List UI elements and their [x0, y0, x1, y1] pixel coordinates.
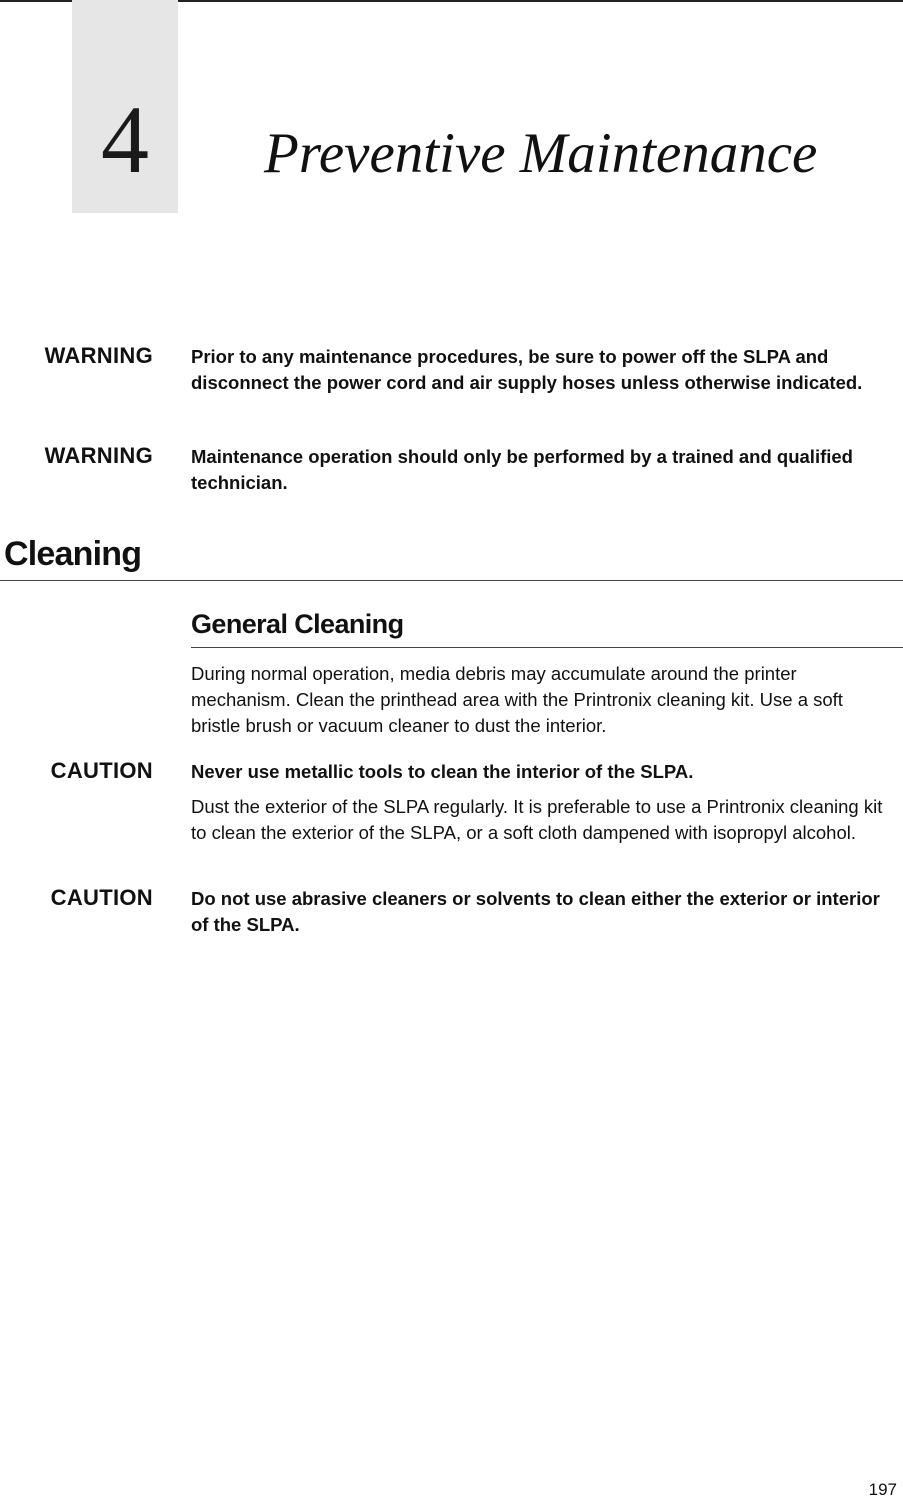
chapter-title: Preventive Maintenance: [264, 122, 818, 185]
page-number: 197: [868, 1480, 897, 1499]
subsection-rule: [191, 647, 903, 648]
caution-text: Never use metallic tools to clean the interior of the SLPA.: [191, 761, 694, 782]
warning-label: WARNING: [44, 443, 153, 468]
subsection-title-general-cleaning: General Cleaning: [191, 609, 404, 639]
section-title-cleaning: Cleaning: [4, 535, 142, 573]
paragraph-debris: During normal operation, media debris may accumulate around the printer mechanism. Clean the printhead area with the Printronix cleaning kit. Use a soft bristle brush or vacuum cleaner to dust the interior.: [191, 663, 843, 736]
chapter-number-box: [72, 0, 178, 213]
caution-text: Do not use abrasive cleaners or solvents to clean either the exterior or interior of the SLPA.: [191, 888, 880, 935]
caution-label: CAUTION: [50, 885, 153, 910]
warning-text: Prior to any maintenance procedures, be sure to power off the SLPA and disconnect the power cord and air supply hoses unless otherwise indicated.: [191, 346, 863, 393]
section-rule: [0, 580, 903, 581]
chapter-number: 4: [101, 86, 149, 193]
warning-text: Maintenance operation should only be performed by a trained and qualified technician.: [191, 446, 853, 493]
paragraph-exterior: Dust the exterior of the SLPA regularly. It is preferable to use a Printronix cleaning kit to clean the exterior of the SLPA, or a soft cloth dampened with isopropyl alcohol.: [191, 796, 883, 843]
caution-label: CAUTION: [50, 758, 153, 783]
warning-label: WARNING: [44, 343, 153, 368]
